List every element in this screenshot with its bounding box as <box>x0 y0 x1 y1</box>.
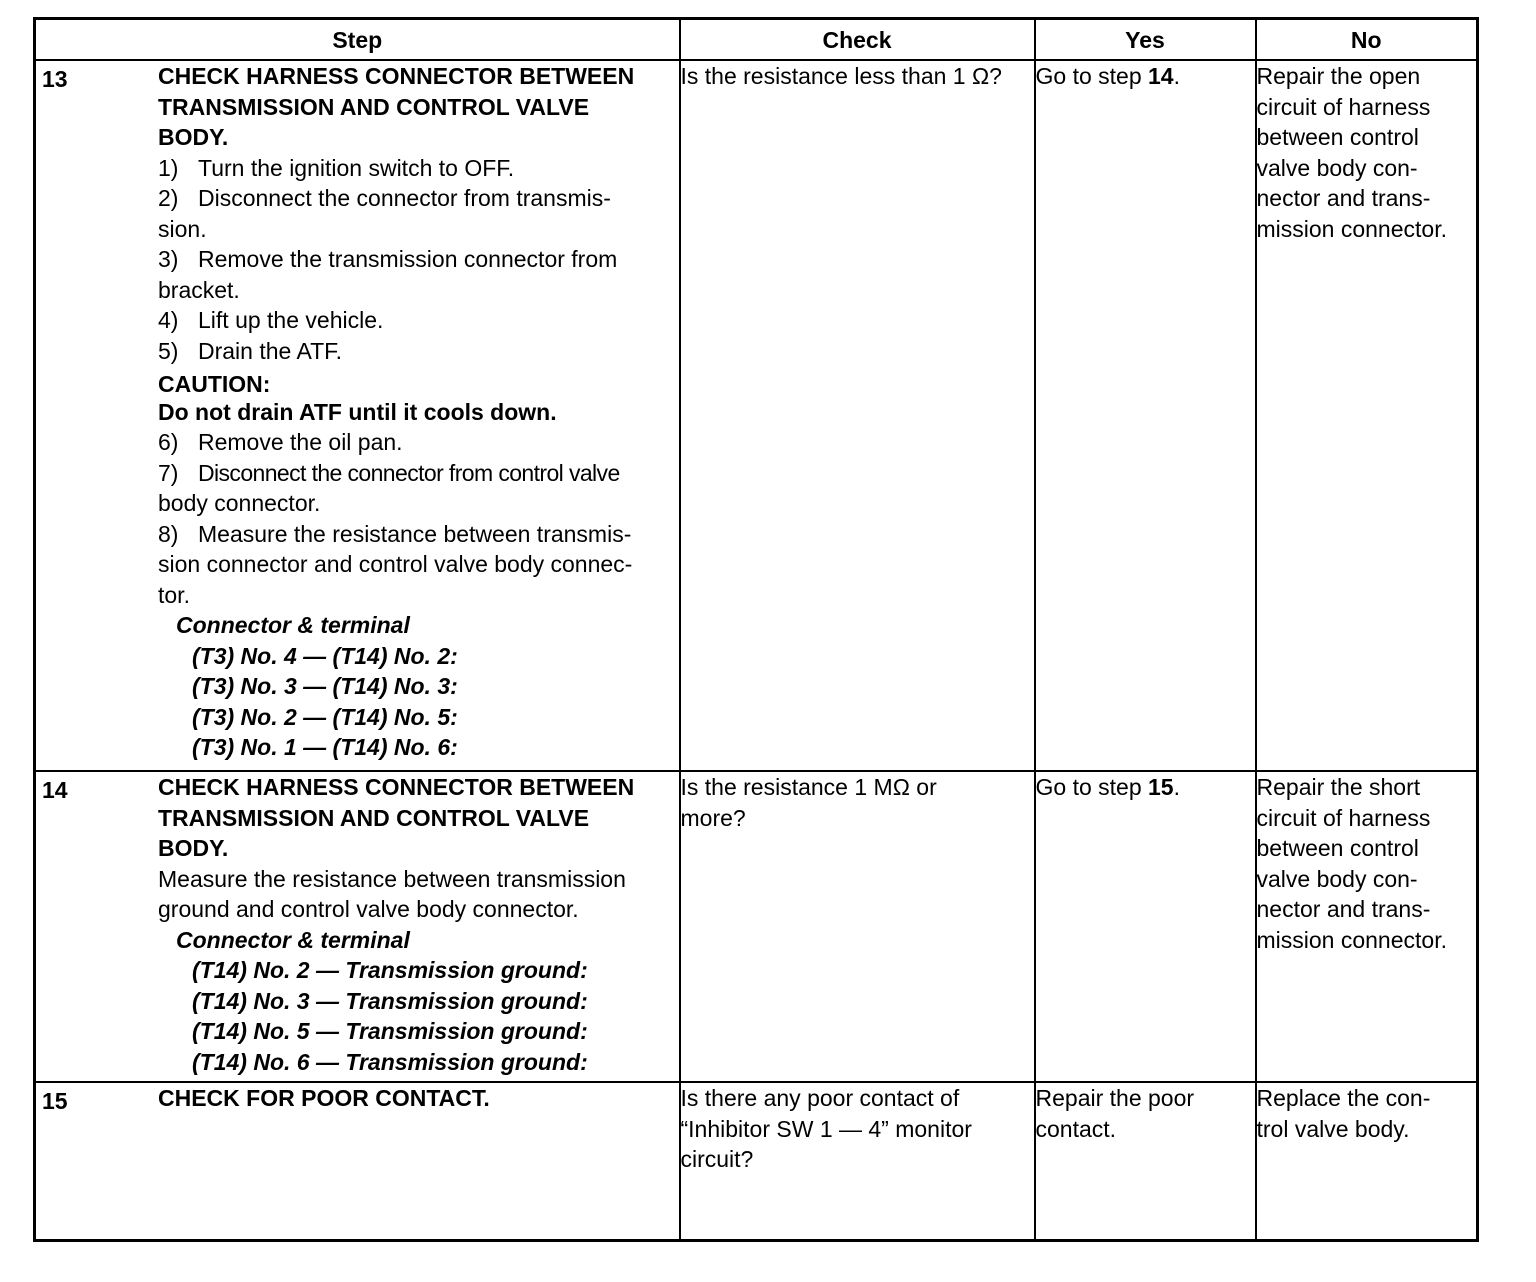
no-text-line: mission connector. <box>1256 215 1447 242</box>
check-text: Is the resistance 1 MΩ or <box>680 774 937 800</box>
substep-number: 5) <box>158 337 179 364</box>
yes-cell <box>1035 1082 1256 1240</box>
table-row-step-15 <box>35 1082 1478 1240</box>
step-title <box>158 772 679 864</box>
no-text-line: between control <box>1256 124 1419 150</box>
step-title-line: TRANSMISSION AND CONTROL VALVE <box>158 804 590 831</box>
step-title-line: BODY. <box>158 124 229 150</box>
check-text: Is the resistance less than 1 Ω? <box>680 63 1002 89</box>
step-title-line: CHECK HARNESS CONNECTOR BETWEEN <box>158 774 635 800</box>
step-title: CHECK FOR POOR CONTACT. <box>158 1085 490 1111</box>
connector-terminal-line: (T3) No. 2 — (T14) No. 5: <box>192 703 458 730</box>
substep-number: 7) <box>158 459 179 486</box>
substep-2 <box>158 183 679 214</box>
yes-suffix: . <box>1173 774 1180 800</box>
substep-number: 8) <box>158 520 179 547</box>
step-number: 13 <box>42 66 68 92</box>
substep-8 <box>158 519 679 550</box>
check-text: circuit? <box>680 1146 754 1172</box>
yes-text-line: Repair the poor <box>1035 1085 1195 1111</box>
check-cell <box>680 60 1035 771</box>
no-text-line: trol valve body. <box>1256 1115 1410 1142</box>
no-text-line: Replace the con- <box>1256 1085 1431 1111</box>
connector-terminal-title: Connector & terminal <box>176 612 410 638</box>
substep-text: sion. <box>158 215 207 242</box>
step-body-text: ground and control valve body connector. <box>158 896 579 922</box>
substep-7 <box>158 458 679 489</box>
yes-text-line: contact. <box>1035 1115 1117 1142</box>
step-cell <box>35 1082 680 1240</box>
connector-terminal-title: Connector & terminal <box>176 926 410 953</box>
no-text-line: valve body con- <box>1256 865 1418 892</box>
substep-text: Remove the oil pan. <box>198 429 403 455</box>
no-text-line: valve body con- <box>1256 154 1418 181</box>
connector-terminal-line: (T14) No. 6 — Transmission ground: <box>192 1048 588 1075</box>
header-no: No <box>1256 19 1478 61</box>
substep-text: Drain the ATF. <box>198 337 343 364</box>
substep-text: body connector. <box>158 490 321 516</box>
no-cell <box>1256 771 1478 1082</box>
no-text-line: circuit of harness <box>1256 804 1431 831</box>
table-row-step-13 <box>35 60 1478 771</box>
step-body-text: Measure the resistance between transmission <box>158 865 626 892</box>
no-text-line: nector and trans- <box>1256 896 1431 922</box>
step-title-line: BODY. <box>158 835 229 861</box>
substep-6 <box>158 427 679 458</box>
step-number: 15 <box>42 1088 68 1114</box>
substep-text: sion connector and control valve body connec- <box>158 551 633 577</box>
header-yes: Yes <box>1035 19 1256 61</box>
check-text: Is there any poor contact of <box>680 1085 960 1111</box>
yes-text <box>1036 61 1255 92</box>
yes-step-number: 14 <box>1148 63 1174 89</box>
yes-text <box>1036 772 1255 803</box>
check-cell <box>680 771 1035 1082</box>
substep-text: Turn the ignition switch to OFF. <box>198 154 515 181</box>
check-cell <box>680 1082 1035 1240</box>
caution-text: Do not drain ATF until it cools down. <box>158 399 557 425</box>
caution-heading: CAUTION: <box>158 371 271 397</box>
substep-number: 1) <box>158 154 179 181</box>
no-text-line: circuit of harness <box>1256 93 1431 120</box>
substep-text: Measure the resistance between transmis- <box>198 520 632 547</box>
connector-terminal-line: (T3) No. 3 — (T14) No. 3: <box>192 673 458 699</box>
no-cell <box>1256 1082 1478 1240</box>
substep-number: 3) <box>158 246 179 272</box>
step-number: 14 <box>42 777 68 803</box>
no-text-line: Repair the open <box>1256 63 1421 89</box>
substep-4 <box>158 305 679 336</box>
yes-prefix: Go to step <box>1035 774 1149 800</box>
substep-text: bracket. <box>158 276 240 303</box>
check-text: “Inhibitor SW 1 — 4” monitor <box>680 1115 972 1142</box>
step-title <box>158 61 679 153</box>
substep-5 <box>158 336 679 367</box>
substep-text: Remove the transmission connector from <box>198 246 618 272</box>
yes-cell <box>1035 60 1256 771</box>
header-check: Check <box>680 19 1035 61</box>
no-text-line: Repair the short <box>1256 774 1421 800</box>
substep-text: Disconnect the connector from transmis- <box>198 185 611 211</box>
table-row-step-14 <box>35 771 1478 1082</box>
no-text-line: between control <box>1256 835 1419 861</box>
substep-number: 6) <box>158 429 179 455</box>
yes-suffix: . <box>1173 63 1180 89</box>
connector-terminal-line: (T14) No. 3 — Transmission ground: <box>192 987 588 1014</box>
no-text-line: nector and trans- <box>1256 185 1431 211</box>
check-text: more? <box>680 804 746 831</box>
diagnostic-table <box>33 17 1479 1242</box>
yes-prefix: Go to step <box>1035 63 1149 89</box>
connector-terminal-line: (T14) No. 2 — Transmission ground: <box>192 957 588 983</box>
substep-text: tor. <box>158 581 190 608</box>
yes-step-number: 15 <box>1148 774 1174 800</box>
yes-cell <box>1035 771 1256 1082</box>
step-cell <box>35 60 680 771</box>
connector-terminal-line: (T3) No. 4 — (T14) No. 2: <box>192 642 458 669</box>
header-step: Step <box>35 19 680 61</box>
substep-1 <box>158 153 679 184</box>
step-title-line: CHECK HARNESS CONNECTOR BETWEEN <box>158 63 635 89</box>
no-text-line: mission connector. <box>1256 926 1447 953</box>
step-cell <box>35 771 680 1082</box>
step-title-line: TRANSMISSION AND CONTROL VALVE <box>158 93 590 120</box>
substep-3 <box>158 244 679 275</box>
connector-terminal-line: (T3) No. 1 — (T14) No. 6: <box>192 734 458 760</box>
header-row <box>35 19 1478 61</box>
connector-terminal-line: (T14) No. 5 — Transmission ground: <box>192 1018 588 1044</box>
no-cell <box>1256 60 1478 771</box>
substep-text: Disconnect the connector from control valve <box>198 459 620 486</box>
substep-number: 2) <box>158 185 179 211</box>
substep-text: Lift up the vehicle. <box>198 307 384 333</box>
substep-number: 4) <box>158 307 179 333</box>
